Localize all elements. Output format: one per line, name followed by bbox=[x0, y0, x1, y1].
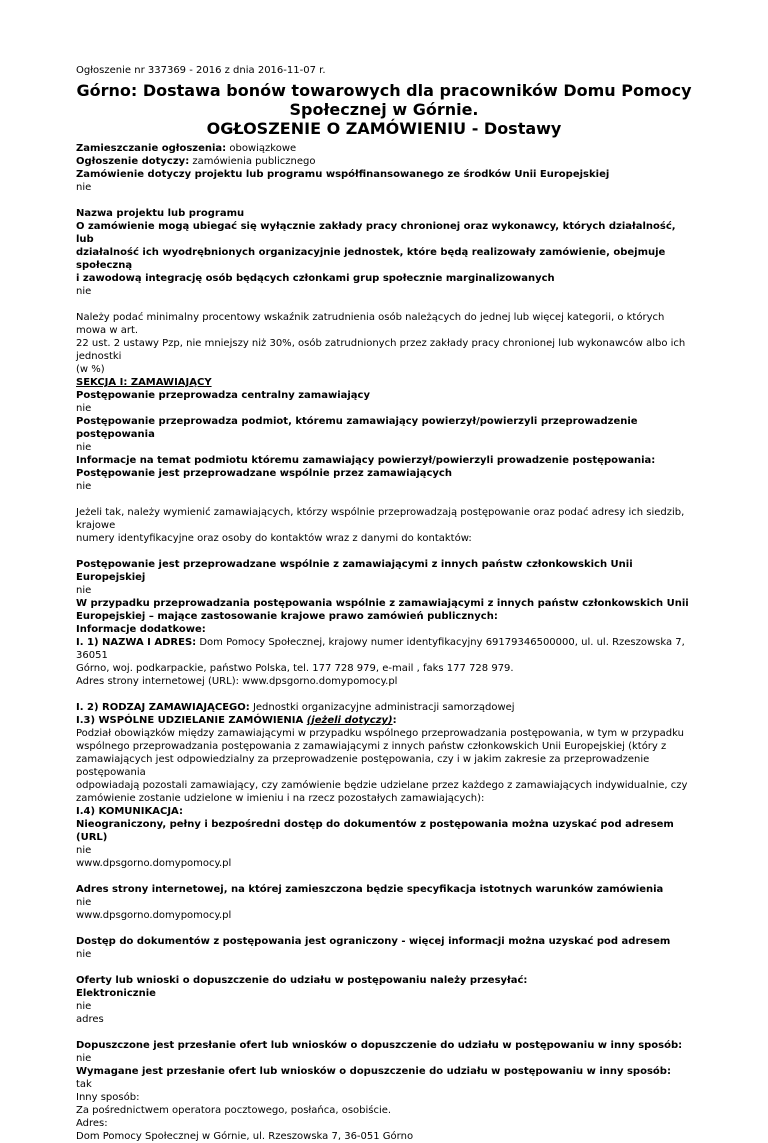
title-line-1: Górno: Dostawa bonów towarowych dla pracowników Domu Pomocy bbox=[76, 81, 692, 100]
entrusted-label: Postępowanie przeprowadza podmiot, któremu zamawiający powierzył/powierzyli przeprowadzenie postępowania bbox=[76, 416, 638, 440]
submit-label: Oferty lub wnioski o dopuszczenie do udziału w postępowaniu należy przesyłać: bbox=[76, 975, 528, 986]
name-address-row bbox=[76, 636, 692, 662]
joint-award-heading bbox=[76, 714, 692, 727]
other-way-value: Za pośrednictwem operatora pocztowego, posłańca, osobiście. bbox=[76, 1105, 392, 1116]
concerns-label: Ogłoszenie dotyczy: bbox=[76, 156, 190, 167]
communication-label: I.4) KOMUNIKACJA: bbox=[76, 806, 183, 817]
entrusted-value: nie bbox=[76, 442, 92, 453]
joint-eu-value: nie bbox=[76, 585, 92, 596]
unrestricted-url: www.dpsgorno.domypomocy.pl bbox=[76, 858, 232, 869]
section-heading: SEKCJA I: ZAMAWIAJĄCY bbox=[76, 377, 212, 388]
other-allowed-label: Dopuszczone jest przesłanie ofert lub wniosków o dopuszczenie do udziału w postępowaniu w inny sposób: bbox=[76, 1040, 683, 1051]
electronic-label: Elektronicznie bbox=[76, 988, 156, 999]
title-line-2: Społecznej w Górnie. bbox=[289, 100, 479, 119]
joint-award-text-5: zamówienie zostanie udzielone w imieniu i na rzecz pozostałych zamawiających): bbox=[76, 793, 485, 804]
central-label: Postępowanie przeprowadza centralny zamawiający bbox=[76, 390, 370, 401]
type-row bbox=[76, 701, 692, 714]
restricted-label: Dostęp do dokumentów z postępowania jest ograniczony - więcej informacji można uzyskać pod adresem bbox=[76, 936, 671, 947]
restricted-value: nie bbox=[76, 949, 92, 960]
spec-label: Adres strony internetowej, na której zamieszczona będzie specyfikacja istotnych warunków zamówienia bbox=[76, 884, 664, 895]
joint-award-colon: : bbox=[392, 715, 397, 726]
entity-info-label: Informacje na temat podmiotu któremu zamawiający powierzył/powierzyli prowadzenie postępowania: bbox=[76, 455, 656, 466]
type-label: I. 2) RODZAJ ZAMAWIAJĄCEGO: bbox=[76, 702, 250, 713]
project-name-label: Nazwa projektu lub programu bbox=[76, 208, 245, 219]
joint-award-text-3: zamawiających jest odpowiedzialny za przeprowadzenie postępowania, czy i w jakim zakresie za przeprowadzenie postępowania bbox=[76, 754, 650, 778]
joint-award-italic: (jeżeli dotyczy) bbox=[306, 715, 393, 726]
electronic-value: nie bbox=[76, 1001, 92, 1012]
announcement-number: Ogłoszenie nr 337369 - 2016 z dnia 2016-11-07 r. bbox=[76, 65, 326, 76]
joint-award-label: I.3) WSPÓLNE UDZIELANIE ZAMÓWIENIA bbox=[76, 715, 307, 726]
sheltered-label-1: O zamówienie mogą ubiegać się wyłącznie zakłady pracy chronionej oraz wykonawcy, których działalność, lub bbox=[76, 221, 676, 245]
concerns-row bbox=[76, 155, 692, 168]
document-title bbox=[76, 81, 692, 138]
unrestricted-value: nie bbox=[76, 845, 92, 856]
joint-eu-law-2: Europejskiej – mające zastosowanie krajowe prawo zamówień publicznych: bbox=[76, 611, 498, 622]
name-address-value: Dom Pomocy Społecznej, krajowy numer identyfikacyjny 69179346500000, ul. ul. Rzeszowska 7, 36051 bbox=[76, 637, 685, 661]
address-label: Adres: bbox=[76, 1118, 108, 1129]
address-line-2: Górno, woj. podkarpackie, państwo Polska, tel. 177 728 979, e-mail , faks 177 728 979. bbox=[76, 663, 514, 674]
joint-label: Postępowanie jest przeprowadzane wspólnie przez zamawiających bbox=[76, 468, 452, 479]
eu-project-label: Zamówienie dotyczy projektu lub programu współfinansowanego ze środków Unii Europejskiej bbox=[76, 169, 610, 180]
address-value: Dom Pomocy Społecznej w Górnie, ul. Rzeszowska 7, 36-051 Górno bbox=[76, 1131, 414, 1142]
publication-value: obowiązkowe bbox=[226, 143, 297, 154]
name-address-label: I. 1) NAZWA I ADRES: bbox=[76, 637, 197, 648]
joint-award-text-2: wspólnego przeprowadzania postępowania z zamawiającymi z innych państw członkowskich Unii Europejskiej (który z bbox=[76, 741, 667, 752]
joint-award-text-1: Podział obowiązków między zamawiającymi w przypadku wspólnego przeprowadzania postępowania, w tym w przypadku bbox=[76, 728, 684, 739]
joint-value: nie bbox=[76, 481, 92, 492]
sheltered-label-3: i zawodową integrację osób będących członkami grup społecznie marginalizowanych bbox=[76, 273, 555, 284]
spec-url: www.dpsgorno.domypomocy.pl bbox=[76, 910, 232, 921]
type-value: Jednostki organizacyjne administracji samorządowej bbox=[249, 702, 515, 713]
joint-info-1: Jeżeli tak, należy wymienić zamawiających, którzy wspólnie przeprowadzają postępowanie oraz podać adresy ich siedzib, krajowe bbox=[76, 507, 685, 531]
title-line-3: OGŁOSZENIE O ZAMÓWIENIU - Dostawy bbox=[206, 119, 562, 138]
website-line: Adres strony internetowej (URL): www.dpsgorno.domypomocy.pl bbox=[76, 676, 398, 687]
electronic-address: adres bbox=[76, 1014, 104, 1025]
other-required-value: tak bbox=[76, 1079, 92, 1090]
percent-text-1: Należy podać minimalny procentowy wskaźnik zatrudnienia osób należących do jednej lub więcej kategorii, o których mowa w art. bbox=[76, 312, 665, 336]
other-allowed-value: nie bbox=[76, 1053, 92, 1064]
publication-row bbox=[76, 142, 692, 155]
percent-text-3: (w %) bbox=[76, 364, 105, 375]
percent-text-2: 22 ust. 2 ustawy Pzp, nie mniejszy niż 30%, osób zatrudnionych przez zakłady pracy chronionej lub wykonawców albo ich jednostki bbox=[76, 338, 686, 362]
joint-award-text-4: odpowiadają pozostali zamawiający, czy zamówienie będzie udzielane przez każdego z zamawiających indywidualnie, czy bbox=[76, 780, 688, 791]
unrestricted-label: Nieograniczony, pełny i bezpośredni dostęp do dokumentów z postępowania można uzyskać pod adresem (URL) bbox=[76, 819, 674, 843]
eu-project-value: nie bbox=[76, 182, 92, 193]
publication-label: Zamieszczanie ogłoszenia: bbox=[76, 143, 227, 154]
other-required-label: Wymagane jest przesłanie ofert lub wniosków o dopuszczenie do udziału w postępowaniu w inny sposób: bbox=[76, 1066, 671, 1077]
sheltered-value: nie bbox=[76, 286, 92, 297]
additional-info-label: Informacje dodatkowe: bbox=[76, 624, 206, 635]
joint-info-2: numery identyfikacyjne oraz osoby do kontaktów wraz z danymi do kontaktów: bbox=[76, 533, 472, 544]
central-value: nie bbox=[76, 403, 92, 414]
sheltered-label-2: działalność ich wyodrębnionych organizacyjnie jednostek, które będą realizowały zamówienie, obejmuje społeczną bbox=[76, 247, 666, 271]
joint-eu-label: Postępowanie jest przeprowadzane wspólnie z zamawiającymi z innych państw członkowskich Unii Europejskiej bbox=[76, 559, 633, 583]
joint-eu-law-1: W przypadku przeprowadzania postępowania wspólnie z zamawiającymi z innych państw członkowskich Unii bbox=[76, 598, 689, 609]
spec-value: nie bbox=[76, 897, 92, 908]
concerns-value: zamówienia publicznego bbox=[189, 156, 316, 167]
other-way-label: Inny sposób: bbox=[76, 1092, 140, 1103]
